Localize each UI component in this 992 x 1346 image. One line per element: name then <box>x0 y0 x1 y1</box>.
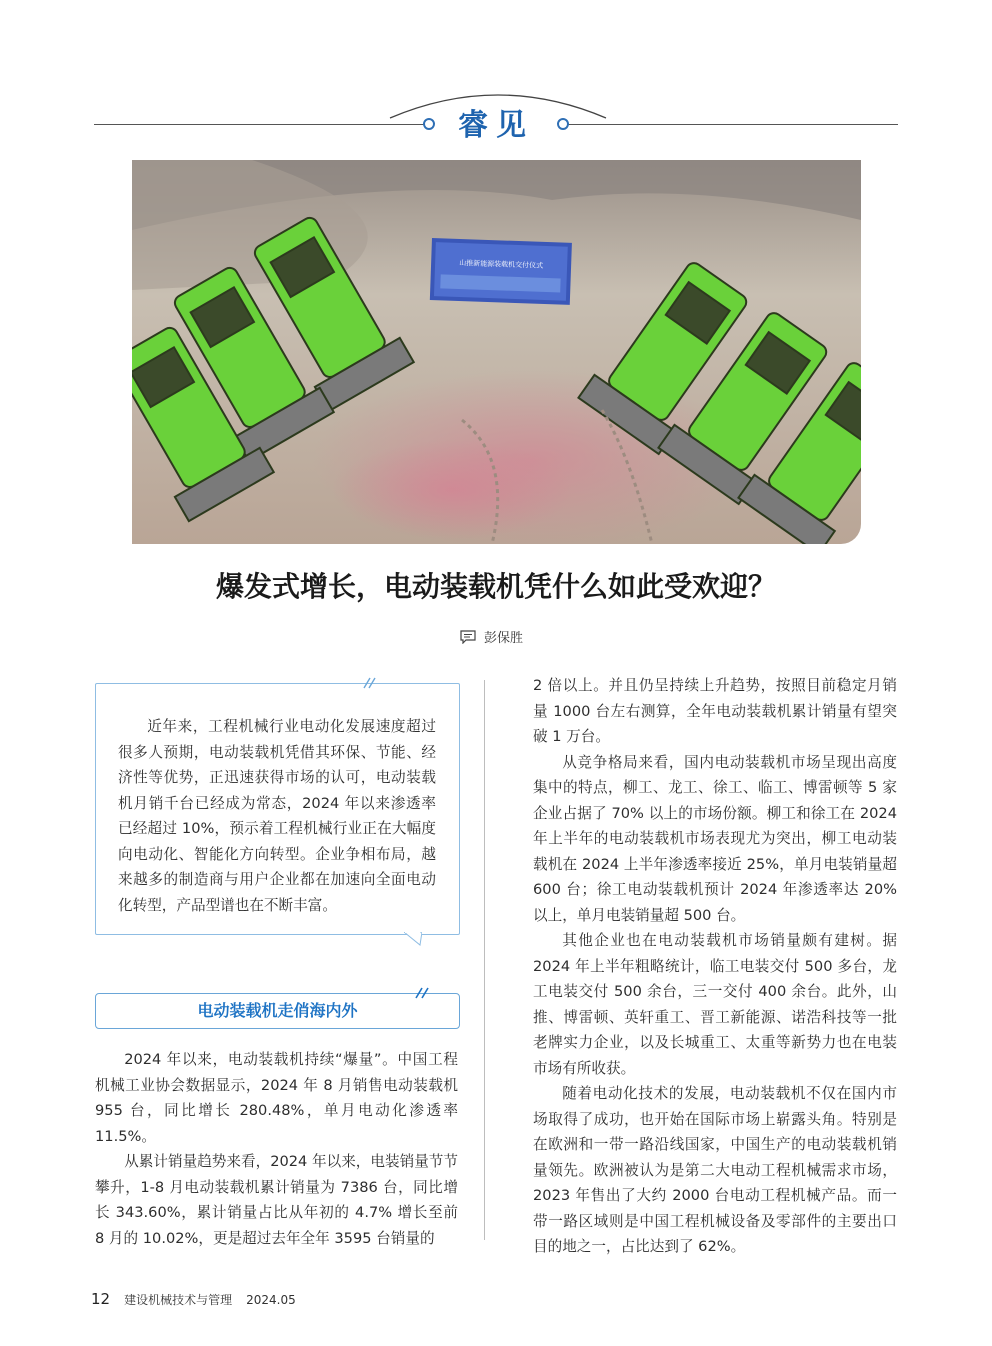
body-paragraph: 2024 年以来，电动装载机持续“爆量”。中国工程机械工业协会数据显示，2024 年 8 月销售电动装载机 955 台，同比增长 280.48%，单月电动化渗透率 11.5%。 <box>95 1051 458 1145</box>
hero-photo <box>132 160 861 544</box>
banner-text: 山推新能源装载机交付仪式 <box>459 258 544 270</box>
section-title: 睿见 <box>458 108 534 143</box>
journal-name: 建设机械技术与管理 <box>124 1293 233 1307</box>
body-paragraph: 随着电动化技术的发展，电动装载机不仅在国内市场取得了成功，也开始在国际市场上崭露头角。特别是在欧洲和一带一路沿线国家，中国生产的电动装载机销量领先。欧洲被认为是第二大电动工程机械需求市场，2023 年售出了大约 2000 台电动工程机械产品。而一带一路区域则是中国工程机械设备及零部件的主要出口目的地之一，占比达到了 62%。 <box>533 1085 897 1255</box>
body-paragraph: 2 倍以上。并且仍呈持续上升趋势，按照目前稳定月销量 1000 台左右测算，全年电动装载机累计销量有望突破 1 万台。 <box>533 677 897 745</box>
page-number: 12 <box>91 1290 111 1308</box>
sub-heading: 电动装载机走俏海内外 <box>95 993 460 1029</box>
body-paragraph: 从竞争格局来看，国内电动装载机市场呈现出高度集中的特点，柳工、龙工、徐工、临工、博雷顿等 5 家企业占据了 70% 以上的市场份额。柳工和徐工在 2024 年上半年的电动装载机市场表现尤为突出，柳工电动装载机在 2024 上半年渗透率接近 25%，单月电装销量超 600 台；徐工电动装载机预计 2024 年渗透率达 20% 以上，单月电装销量超 500 台。 <box>533 753 897 924</box>
slash-ornament-icon <box>360 676 380 690</box>
author-name: 彭保胜 <box>484 631 524 646</box>
header-dot-left-icon <box>423 118 435 130</box>
issue-number: 2024.05 <box>246 1293 296 1307</box>
loader-lineup-illustration <box>132 160 861 544</box>
article-title: 爆发式增长，电动装载机凭什么如此受欢迎？ <box>215 570 776 603</box>
header-dot-right-icon <box>557 118 569 130</box>
byline <box>460 627 523 646</box>
right-column-body <box>533 673 897 1260</box>
header-rule-left <box>94 124 426 125</box>
body-paragraph: 从累计销量趋势来看，2024 年以来，电装销量节节攀升，1-8 月电动装载机累计销量为 7386 台，同比增长 343.60%，累计销量占比从年初的 4.7% 增长至前 8 月的 10.02%，更是超过去年全年 3595 台销量的 <box>95 1153 458 1247</box>
comment-icon <box>460 630 476 644</box>
subheading-slash-icon <box>412 986 434 1000</box>
header-rule-right <box>566 124 898 125</box>
callout-tail-icon <box>404 932 422 946</box>
body-paragraph: 其他企业也在电动装载机市场销量颇有建树。据 2024 年上半年粗略统计，临工电装交付 500 多台，龙工电装交付 500 余台，三一交付 400 余台。此外，山推、博雷顿、英轩重工、晋工新能源、诺浩科技等一批老牌实力企业，以及长城重工、太重等新势力也在电装市场有所收获。 <box>533 932 897 1077</box>
left-column-body <box>95 1047 458 1251</box>
abstract-text: 近年来，工程机械行业电动化发展速度超过很多人预期，电动装载机凭借其环保、节能、经济性等优势，正迅速获得市场的认可，电动装载机月销千台已经成为常态，2024 年以来渗透率已经超过 10%，预示着工程机械行业正在大幅度向电动化、智能化方向转型。企业争相布局，越来越多的制造商与用户企业都在加速向全面电动化转型，产品型谱也在不断丰富。 <box>118 718 436 914</box>
page-footer <box>91 1290 296 1308</box>
column-divider <box>484 680 485 1240</box>
